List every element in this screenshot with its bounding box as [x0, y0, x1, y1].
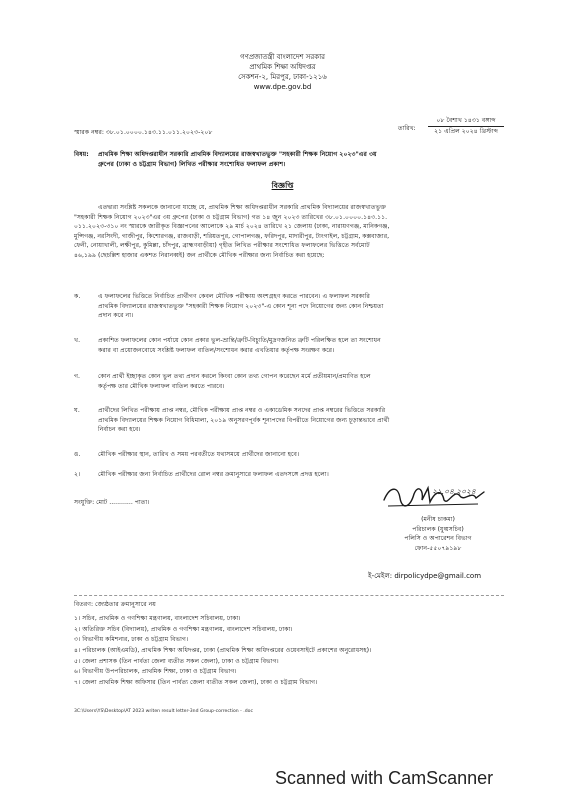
- item-line: প্রদান করে না।: [98, 312, 134, 320]
- signatory-designation: পরিচালক (যুগ্মসচিব): [412, 525, 464, 533]
- distribution-item: ৫। জেলা প্রশাসক (তিন পার্বত্য জেলা ব্যতীত সকল জেলা), ঢাকা ও চট্টগ্রাম বিভাগ।: [74, 657, 279, 665]
- header-line-dept: প্রাথমিক শিক্ষা অধিদপ্তর: [249, 63, 316, 72]
- distribution-title: বিতরণ: জ্যেষ্ঠতার ক্রমানুসারে নয়: [74, 601, 156, 608]
- item-line: নির্বাচন করা হবে।: [98, 426, 141, 434]
- date-label: তারিখ:: [398, 125, 416, 132]
- item-number: ক.: [74, 293, 81, 300]
- distribution-item: ২। অতিরিক্ত সচিব (বিদ্যালয়), প্রাথমিক ও গণশিক্ষা মন্ত্রণালয়, বাংলাদেশ সচিবালয়, ঢাকা।: [74, 625, 293, 633]
- item-line: প্রার্থীদের লিখিত পরীক্ষায় প্রাপ্ত নম্বর, মৌখিক পরীক্ষায় প্রাপ্ত নম্বর ও একাডেমিক সনদের প্রাপ্ত নম্বরের ভিত্তিতে সরকারি: [98, 407, 386, 414]
- camscanner-watermark: Scanned with CamScanner: [275, 768, 494, 788]
- item-text: [98, 336, 498, 355]
- item-number: খ.: [74, 337, 81, 344]
- distribution-item: ৪। পরিচালক (আইএমডি), প্রাথমিক শিক্ষা অধিদপ্তর, ঢাকা (প্রাথমিক শিক্ষা অধিদপ্তরের ওয়েবসাইটে প্রকাশের অনুরোধসহ)।: [74, 646, 372, 654]
- subject-label: বিষয়:: [74, 151, 89, 158]
- item-text: [98, 406, 498, 435]
- signature-date: ২১.০৪.২০২৪: [432, 487, 476, 496]
- distribution-item: ৭। জেলা প্রাথমিক শিক্ষা অফিসার (তিন পার্বত্য জেলা ব্যতীত সকল জেলা), ঢাকা ও চট্টগ্রাম বিভাগ।: [74, 678, 318, 686]
- subject-line-1: প্রাথমিক শিক্ষা অধিদপ্তরাধীন সরকারি প্রাথমিক বিদ্যালয়ের রাজস্বখাতভুক্ত "সহকারী শিক্ষক নিয়োগ ২০২৩"এর ৩য়: [98, 151, 377, 158]
- item-line: মৌখিক পরীক্ষার জন্য নির্বাচিত প্রার্থীদের রোল নম্বর ক্রমানুসারে ফলাফল এতদসঙ্গে প্রদত্ত হলো।: [98, 471, 329, 478]
- distribution-item: ৬। বিভাগীয় উপপরিচালক, প্রাথমিক শিক্ষা, ঢাকা ও চট্টগ্রাম বিভাগ।: [74, 668, 237, 676]
- header-line-address: সেকশন-২, মিরপুর, ঢাকা-১২১৬: [238, 73, 327, 82]
- distribution-item: ১। সচিব, প্রাথমিক ও গণশিক্ষা মন্ত্রণালয়, বাংলাদেশ সচিবালয়, ঢাকা।: [74, 615, 241, 622]
- item-number: ঙ.: [74, 451, 81, 458]
- item-number: ২।: [74, 471, 81, 478]
- distribution-list: [74, 614, 514, 689]
- notice-title: বিজ্ঞপ্তি: [271, 181, 294, 190]
- item-line: এ ফলাফলের ভিত্তিতে নির্বাচিত প্রার্থীগণ কেবল মৌখিক পরীক্ষায় অংশগ্রহণ করতে পারবেন। এ ফলাফল সরকারি: [98, 293, 370, 300]
- file-path-footer: 3C:\Users\YS\Desktop\AT 2023 writen result letter-3nd Group-correction - .doc: [74, 709, 253, 714]
- header-line-govt: গণপ্রজাতন্ত্রী বাংলাদেশ সরকার: [240, 53, 325, 61]
- item-line: প্রাথমিক বিদ্যালয়ের শিক্ষক নিয়োগ বিধিমালা, ২০১৯ অনুসরণপূর্বক শূন্যপদের বিপরীতে নিয়োগের জন্য চূড়ান্তভাবে প্রার্থী: [98, 416, 390, 424]
- item-text: [98, 470, 498, 480]
- signatory-department: পলিসি ও অপারেশন বিভাগ: [404, 535, 472, 543]
- item-line: প্রকাশিত ফলাফলের কোন পর্যায়ে কোন প্রকার ভুল-ভ্রান্তি/ত্রুটি-বিচ্যুতি/মুদ্রণজনিত ত্রুটি পরিলক্ষিত হলে তা সংশোধন: [98, 337, 381, 344]
- date-block: [428, 116, 504, 136]
- intro-line: মুন্সিগঞ্জ, নরসিংদী, গাজীপুর, কিশোরগঞ্জ, রাজবাড়ী, শরিয়তপুর, গোপালগঞ্জ, ফরিদপুর, মাদারীপুর, টাংগাইল, চট্টগ্রাম, কক্সবাজার,: [74, 232, 390, 240]
- intro-line: ০১১.২০২৩-৩১০ নং স্মারকে জারীকৃত বিজ্ঞাপনের আলোকে ২৯ মার্চ ২০২৪ তারিখে ২১ জেলায় (ঢাকা, নারায়ণগঞ্জ, মানিকগঞ্জ,: [74, 223, 390, 231]
- intro-line: ৪৬,১৯৯ (ছেচল্লিশ হাজার একশত নিরানব্বই) জন প্রার্থীকে মৌখিক পরীক্ষার জন্য নির্বাচিত করা হয়েছে:: [74, 252, 325, 260]
- signatory-email: ই-মেইল: dirpolicydpe@gmail.com: [368, 572, 482, 580]
- intro-line: "সহকারী শিক্ষক নিয়োগ ২০২৩"এর ৩য় গ্রুপের (ঢাকা ও চট্টগ্রাম বিভাগ) গত ১৪ জুন ২০২৩ তারিখের ৩৮.০১.০০০০.১৪৩.১১.: [74, 213, 388, 221]
- date-bangla: ০৮ বৈশাখ ১৪৩১ বঙ্গাব্দ: [436, 117, 496, 124]
- item-number: ঘ.: [74, 407, 80, 414]
- letterhead: [0, 52, 565, 93]
- item-text: [98, 450, 498, 460]
- item-line: মৌখিক পরীক্ষার স্থান, তারিখ ও সময় পরবর্তীতে যথাসময়ে প্রার্থীদের জানানো হবে।: [98, 451, 300, 458]
- distribution-divider: [74, 595, 504, 596]
- signatory-name: (মনীষ চাকমা): [421, 516, 455, 523]
- item-line: কর্তৃপক্ষ তার মৌখিক ফলাফল বাতিল করতে পারবে।: [98, 382, 225, 390]
- signatory-phone: ফোন-৫৫০৭৯১৯৮: [414, 544, 462, 552]
- item-text: [98, 292, 498, 321]
- intro-paragraph: [74, 203, 498, 261]
- item-line: করার বা প্রয়োজনবোধে সংশ্লিষ্ট ফলাফল বাতিল/সংশোধন করার এখতিয়ার কর্তৃপক্ষ সংরক্ষণ করে।: [98, 346, 335, 354]
- header-line-website: www.dpe.gov.bd: [253, 83, 312, 92]
- intro-line: এতদ্বারা সংশ্লিষ্ট সকলকে জানানো যাচ্ছে যে, প্রাথমিক শিক্ষা অধিদপ্তরাধীন সরকারি প্রাথমিক বিদ্যালয়ের রাজস্বখাতভুক্ত: [98, 204, 387, 211]
- date-english: ২১ এপ্রিল ২০২৪ খ্রিস্টাব্দ: [428, 126, 504, 137]
- intro-line: ফেনী, নোয়াখালী, লক্ষীপুর, কুমিল্লা, চাঁদপুর, ব্রাহ্মণবাড়ীয়া) গৃহীত লিখিত পরীক্ষার সংশোধিত ফলাফলের ভিত্তিতে সর্বমোট: [74, 242, 370, 250]
- distribution-item: ৩। বিভাগীয় কমিশনার, ঢাকা ও চট্টগ্রাম বিভাগ।: [74, 636, 189, 644]
- item-number: গ.: [74, 373, 81, 380]
- item-line: কোন প্রার্থী ইচ্ছাকৃত কোন ভুল তথ্য প্রদান করলে কিংবা কোন তথ্য গোপন করেছেন মর্মে প্রতীয়মান/প্রমাণিত হলে: [98, 373, 371, 380]
- item-line: প্রাথমিক বিদ্যালয়ের রাজস্বখাতভুক্ত "সহকারী শিক্ষক নিয়োগ ২০২৩"-এ কোন শূন্য পদে নিয়োগের জন্য কোন নিশ্চয়তা: [98, 302, 384, 310]
- subject-line-2: গ্রুপের (ঢাকা ও চট্টগ্রাম বিভাগ) লিখিত পরীক্ষার সংশোধিত ফলাফল প্রকাশ।: [98, 160, 286, 168]
- signature-block: [368, 515, 508, 553]
- item-text: [98, 372, 498, 391]
- subject-text: [98, 150, 498, 169]
- memo-number: স্মারক নম্বর: ৩৮.০১.০০০০.১৪৩.১১.০১১.২০২৩-২০৮: [74, 129, 213, 136]
- attachment-count: সংযুক্তি: মোট ............ পাতা।: [74, 499, 150, 506]
